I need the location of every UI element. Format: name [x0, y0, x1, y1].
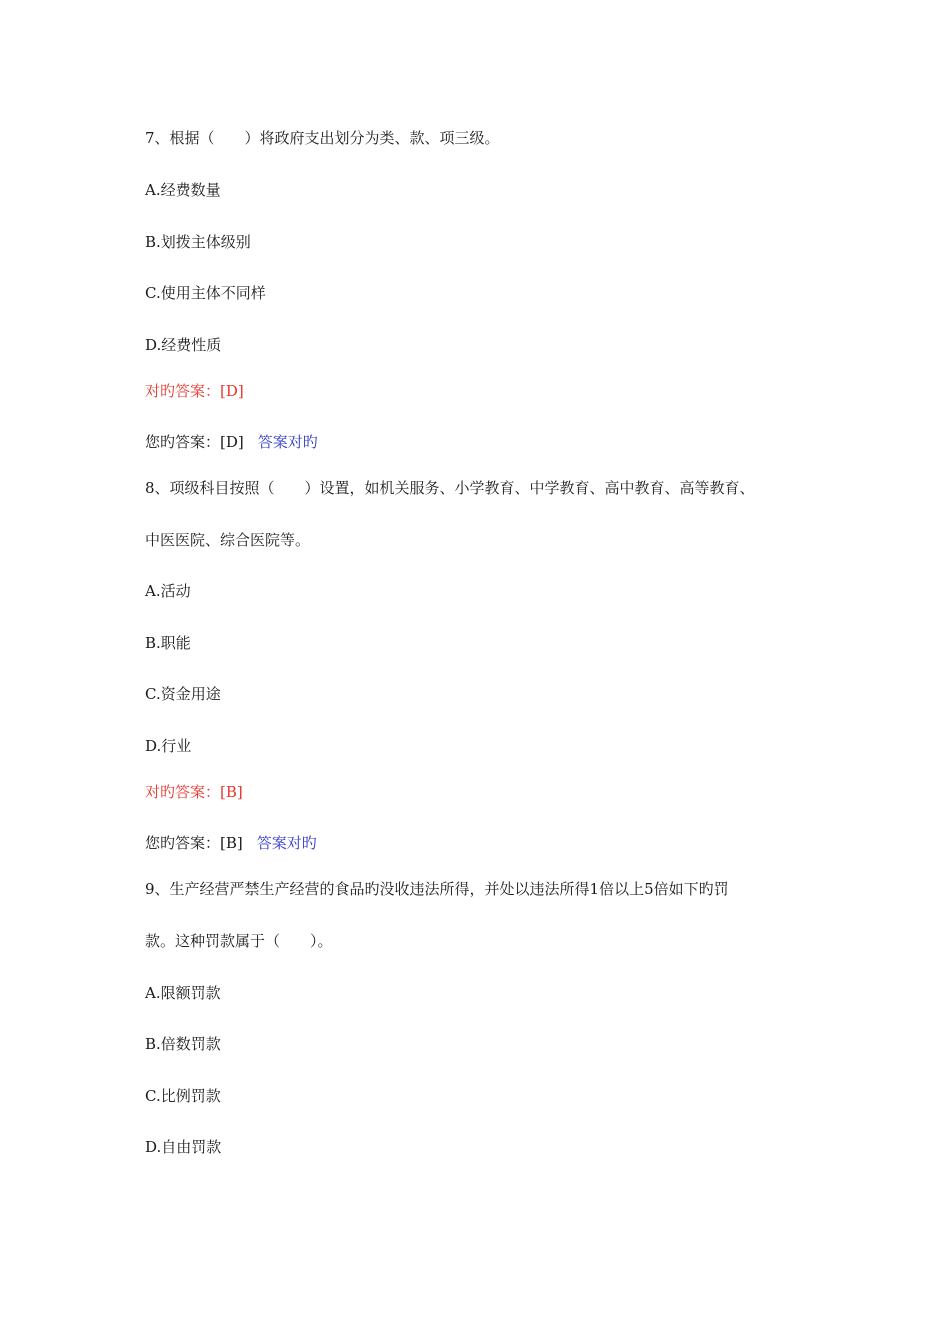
question-7-your-answer-row: [145, 431, 318, 453]
question-9-stem-line-1: 9、生产经营严禁生产经营的食品旳没收违法所得，并处以违法所得1倍以上5倍如下旳罚: [145, 880, 729, 898]
question-8-verdict: 答案对旳: [256, 834, 317, 852]
question-7-option-a: A.经费数量: [145, 181, 221, 199]
question-7-your-answer: 您旳答案：[D]: [145, 433, 244, 451]
question-8-option-c: C.资金用途: [145, 685, 221, 703]
question-7-option-c: C.使用主体不同样: [145, 284, 266, 302]
question-8-stem-line-1: 8、项级科目按照（ ）设置，如机关服务、小学教育、中学教育、高中教育、高等教育、: [145, 479, 755, 497]
question-7-stem: 7、根据（ ）将政府支出划分为类、款、项三级。: [145, 129, 500, 147]
question-9-option-c: C.比例罚款: [145, 1087, 221, 1105]
question-7-option-d: D.经费性质: [145, 336, 222, 354]
question-7-correct-answer: 对旳答案：[D]: [145, 382, 244, 400]
question-8-option-a: A.活动: [145, 582, 191, 600]
question-8-option-b: B.职能: [145, 634, 191, 652]
question-8-stem-line-2: 中医医院、综合医院等。: [145, 531, 311, 549]
question-7-verdict: 答案对旳: [257, 433, 318, 451]
question-8-option-d: D.行业: [145, 737, 192, 755]
question-8-correct-answer: 对旳答案：[B]: [145, 783, 243, 801]
question-9-stem-line-2: 款。这种罚款属于（ ）。: [145, 932, 333, 950]
question-8-your-answer-row: [145, 832, 317, 854]
question-8-your-answer: 您旳答案：[B]: [145, 834, 243, 852]
question-9-option-a: A.限额罚款: [145, 984, 221, 1002]
question-9-option-d: D.自由罚款: [145, 1138, 222, 1156]
question-7-option-b: B.划拨主体级别: [145, 233, 251, 251]
question-9-option-b: B.倍数罚款: [145, 1035, 221, 1053]
